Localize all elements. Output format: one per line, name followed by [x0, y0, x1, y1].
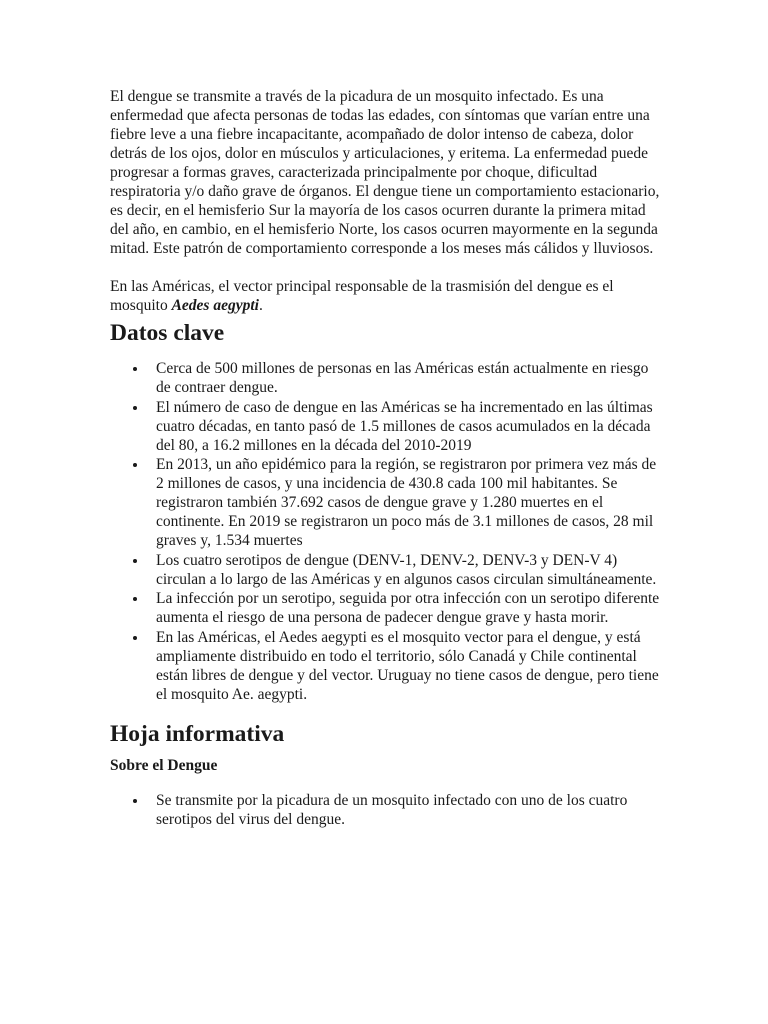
list-item: La infección por un serotipo, seguida por otra infección con un serotipo diferente aumenta el riesgo de una persona de padecer dengue grave y hasta morir. [156, 590, 660, 626]
datos-clave-list [110, 359, 660, 704]
datos-clave-heading: Datos clave [110, 320, 225, 346]
document-page [110, 87, 660, 829]
vector-species-name: Aedes aegypti [171, 297, 259, 314]
vector-paragraph-text: En las Américas, el vector principal responsable de la trasmisión del dengue es el mosquito [110, 278, 614, 314]
list-item: Cerca de 500 millones de personas en las Américas están actualmente en riesgo de contraer dengue. [156, 359, 660, 397]
sobre-dengue-subheading: Sobre el Dengue [110, 756, 218, 774]
list-item: En las Américas, el Aedes aegypti es el mosquito vector para el dengue, y está ampliamente distribuido en todo el territorio, sólo Canadá y Chile continental están libres de dengue y del vector. Uruguay no tiene casos de dengue, pero tiene el mosquito Ae. aegypti. [156, 628, 659, 703]
hoja-informativa-list [110, 791, 660, 829]
list-item: En 2013, un año epidémico para la región, se registraron por primera vez más de 2 millones de casos, y una incidencia de 430.8 cada 100 mil habitantes. Se registraron también 37.692 casos de dengue grave y 1.280 muertes en el continente. En 2019 se registraron un poco más de 3.1 millones de casos, 28 mil graves y, 1.534 muertes [156, 455, 660, 550]
intro-paragraph: El dengue se transmite a través de la picadura de un mosquito infectado. Es una enfermedad que afecta personas de todas las edades, con síntomas que varían entre una fiebre leve a una fiebre incapacitante, acompañado de dolor intenso de cabeza, dolor detrás de los ojos, dolor en músculos y articulaciones, y eritema. La enfermedad puede progresar a formas graves, caracterizada principalmente por choque, dificultad respiratoria y/o daño grave de órganos. El dengue tiene un comportamiento estacionario, es decir, en el hemisferio Sur la mayoría de los casos ocurren durante la primera mitad del año, en cambio, en el hemisferio Norte, los casos ocurren mayormente en la segunda mitad. Este patrón de comportamiento corresponde a los meses más cálidos y lluviosos. [110, 88, 660, 257]
list-item: El número de caso de dengue en las Américas se ha incrementado en las últimas cuatro décadas, en tanto pasó de 1.5 millones de casos acumulados en la década del 80, a 16.2 millones en la década del 2010-2019 [156, 398, 660, 455]
list-item: Se transmite por la picadura de un mosquito infectado con uno de los cuatro serotipos del virus del dengue. [156, 791, 660, 829]
vector-paragraph-end: . [258, 297, 263, 314]
list-item: Los cuatro serotipos de dengue (DENV-1, DENV-2, DENV-3 y DEN-V 4) circulan a lo largo de las Américas y en algunos casos circulan simultáneamente. [156, 551, 660, 589]
vector-paragraph [110, 277, 660, 315]
hoja-informativa-heading: Hoja informativa [110, 720, 285, 747]
